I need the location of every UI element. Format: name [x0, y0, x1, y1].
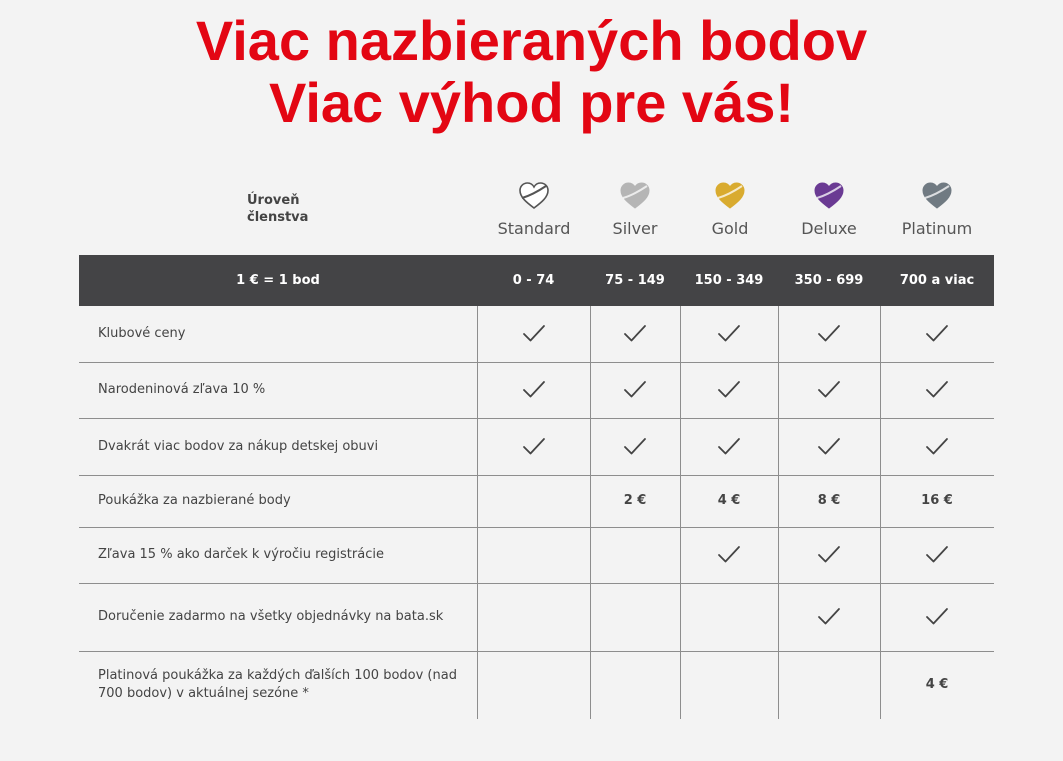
gold-heart-icon: [713, 180, 747, 211]
silver-heart-icon: [618, 180, 652, 211]
benefit-cell-silver: 2 €: [623, 493, 647, 508]
tier-silver: [585, 180, 685, 238]
benefit-row: [79, 583, 994, 651]
benefit-label: Doručenie zadarmo na všetky objednávky na bata.sk: [98, 609, 444, 624]
benefit-cell-silver: [590, 324, 680, 344]
benefit-cell-platinum: 16 €: [921, 493, 953, 508]
benefit-cell-deluxe: 8 €: [817, 493, 841, 508]
tier-points-standard: 0 - 74: [512, 273, 555, 288]
headline-line-2: Viac výhod pre vás!: [269, 71, 794, 134]
benefit-label: Platinová poukážka za každých ďalších 100 bodov (nad 700 bodov) v aktuálnej sezóne *: [98, 668, 457, 701]
check-icon: [925, 324, 949, 344]
benefit-cell-platinum: [880, 380, 994, 400]
tier-points-silver: 75 - 149: [605, 273, 665, 288]
benefit-cell-standard: [477, 380, 590, 400]
check-icon: [623, 437, 647, 457]
benefit-label: Klubové ceny: [98, 326, 186, 341]
benefit-cell-platinum: [880, 437, 994, 457]
benefit-cell-deluxe: [778, 380, 880, 400]
benefit-cell-gold: [680, 545, 778, 565]
benefit-cell-gold: [680, 380, 778, 400]
tier-name-standard: Standard: [497, 219, 571, 238]
tier-points-platinum: 700 a viac: [899, 273, 975, 288]
benefit-cell-gold: [680, 437, 778, 457]
check-icon: [817, 437, 841, 457]
heart-outline-icon: [517, 180, 551, 211]
benefit-label: Narodeninová zľava 10 %: [98, 382, 266, 397]
check-icon: [817, 380, 841, 400]
benefits-table: [79, 306, 994, 719]
benefit-cell-deluxe: [778, 324, 880, 344]
points-header-row: [79, 255, 994, 306]
benefit-cell-platinum: 4 €: [925, 677, 949, 692]
tier-points-deluxe: 350 - 699: [794, 273, 864, 288]
benefit-cell-standard: [477, 324, 590, 344]
benefit-row: [79, 651, 994, 719]
benefit-label: Dvakrát viac bodov za nákup detskej obuvi: [98, 439, 379, 454]
check-icon: [623, 380, 647, 400]
benefit-cell-platinum: [880, 607, 994, 627]
check-icon: [817, 324, 841, 344]
check-icon: [817, 607, 841, 627]
tier-deluxe: [779, 180, 879, 238]
check-icon: [623, 324, 647, 344]
check-icon: [717, 545, 741, 565]
check-icon: [925, 380, 949, 400]
check-icon: [522, 380, 546, 400]
tier-points-gold: 150 - 349: [694, 273, 764, 288]
check-icon: [717, 437, 741, 457]
benefit-label: Zľava 15 % ako darček k výročiu registrácie: [98, 547, 384, 562]
benefit-cell-platinum: [880, 324, 994, 344]
benefit-row: [79, 306, 994, 362]
tier-standard: [484, 180, 584, 238]
check-icon: [925, 437, 949, 457]
benefit-row: [79, 418, 994, 475]
check-icon: [717, 380, 741, 400]
tier-gold: [680, 180, 780, 238]
tier-name-silver: Silver: [612, 219, 658, 238]
tier-name-deluxe: Deluxe: [801, 219, 857, 238]
check-icon: [522, 437, 546, 457]
check-icon: [817, 545, 841, 565]
deluxe-heart-icon: [812, 180, 846, 211]
benefit-cell-deluxe: [778, 545, 880, 565]
benefit-row: [79, 527, 994, 583]
headline-line-1: Viac nazbieraných bodov: [195, 9, 868, 72]
points-rule: 1 € = 1 bod: [236, 273, 320, 288]
tier-name-platinum: Platinum: [901, 219, 973, 238]
benefit-cell-standard: [477, 437, 590, 457]
benefit-cell-platinum: [880, 545, 994, 565]
benefit-label: Poukážka za nazbierané body: [98, 493, 291, 508]
benefit-cell-silver: [590, 380, 680, 400]
check-icon: [717, 324, 741, 344]
benefit-row: [79, 362, 994, 418]
benefit-cell-gold: 4 €: [717, 493, 741, 508]
check-icon: [522, 324, 546, 344]
tier-name-gold: Gold: [711, 219, 749, 238]
tier-platinum: [887, 180, 987, 238]
benefit-row: [79, 475, 994, 527]
membership-level-label: Úroveň členstva: [247, 193, 309, 225]
benefit-cell-deluxe: [778, 607, 880, 627]
benefit-cell-gold: [680, 324, 778, 344]
benefit-cell-deluxe: [778, 437, 880, 457]
platinum-heart-icon: [920, 180, 954, 211]
check-icon: [925, 545, 949, 565]
benefit-cell-silver: [590, 437, 680, 457]
check-icon: [925, 607, 949, 627]
